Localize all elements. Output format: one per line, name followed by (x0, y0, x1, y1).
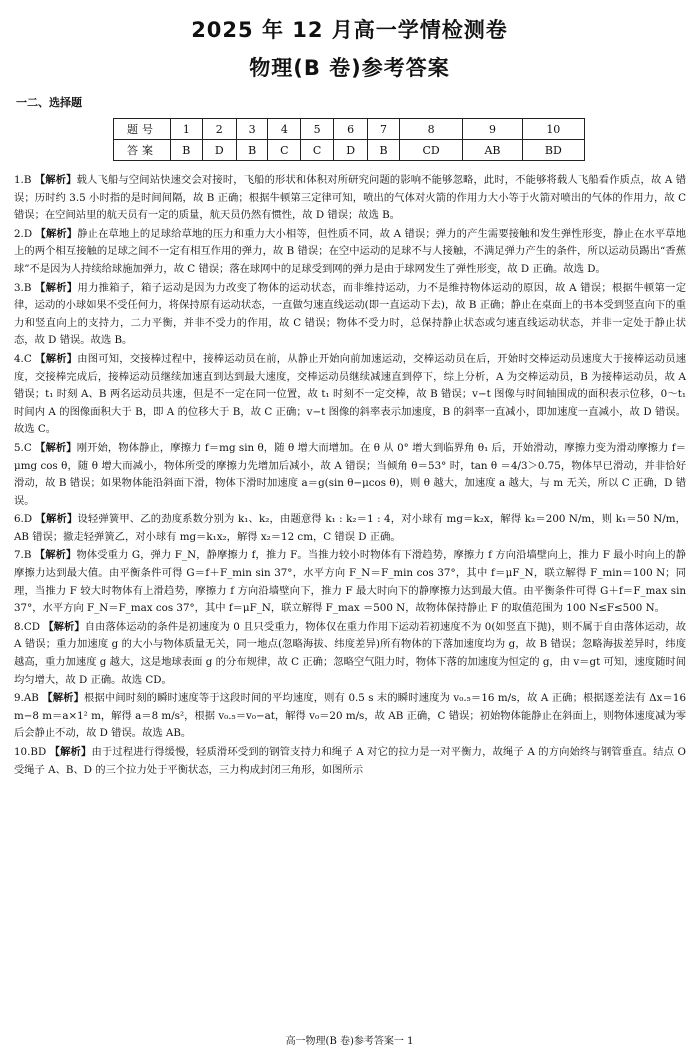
number-row-label: 题号 (114, 119, 171, 140)
analysis-tag: 【解析】 (35, 352, 78, 365)
item-text: 刚开始，物体静止，摩擦力 f＝mg sin θ，随 θ 增大而增加。在 θ 从 0° 增大到临界角 θ₁ 后，开始滑动，摩擦力变为滑动摩擦力 f＝μmg cos θ，随 θ 增大而减小，物体所受的摩擦力先增加后减小，故 A 错误；当倾角 θ＝53° 时，tan θ ＝4/3＞0.75，物体早已滑动，并非恰好滑动，故 B 错误；如果物体能沿斜面下滑，物体下滑时加速度 a＝g(sin θ−μcos θ)，则 θ 越大，加速度 a 越大，与 m 无关，所以 C 正确，D 错误。 (14, 441, 687, 507)
page-title: 2025 年 12 月高一学情检测卷 (191, 18, 508, 42)
analysis-tag: 【解析】 (34, 174, 77, 186)
question-number: 6 (334, 119, 368, 140)
analysis-tag: 【解析】 (35, 281, 78, 294)
question-number: 5 (301, 119, 334, 140)
explanation-list (14, 172, 686, 780)
item-text: 物体受重力 G，弹力 F_N，静摩擦力 f，推力 F。当推力较小时物体有下滑趋势，摩擦力 f 方向沿墙壁向上，推力 F 最小时向上的静摩擦力达到最大值。由平衡条件可得 G＝f＋F_min sin 37°，水平方向 F_N＝F_min cos 37°，其中 f＝μF_N，联立解得 F_min＝100 N；同理，当推力 F 较大时物体有上滑趋势，摩擦力 f 方向沿墙壁向下，推力 F 最大时向下的静摩擦力达到最大值。由平衡条件可得 G＋f＝F_max sin 37°，水平方向 F_N＝F_max cos 37°，其中 f＝μF_N，联立解得 F_max ＝500 N，故物体保持静止 F 的取值范围为 100 N≤F≤500 N。 (14, 549, 687, 615)
answer-cell: B (368, 140, 400, 161)
question-number: 7 (368, 119, 400, 140)
answer-cell: B (236, 140, 268, 161)
item-number: 2.D (14, 227, 33, 240)
question-number: 4 (268, 119, 301, 140)
answer-table-answer-row (114, 140, 585, 161)
page-footer: 高一物理(B 卷)参考答案一 1 (285, 1036, 414, 1047)
analysis-tag: 【解析】 (34, 549, 77, 562)
explanation-item (14, 351, 686, 439)
explanation-item (14, 440, 686, 510)
answer-cell: D (202, 140, 236, 161)
explanation-item (14, 744, 686, 779)
item-text: 载人飞船与空间站快速交会对接时，飞船的形状和体积对所研究问题的影响不能够忽略，此时，不能够将载人飞船看作质点，故 A 错误；历时约 3.5 小时指的是时间间隔，故 B 正确；根据牛顿第三定律可知，喷出的气体对火箭的作用力大小等于火箭对喷出的气体的作用力，故 C 错误；在空间站里的航天员有一定的质量，航天员仍然有惯性，故 D 错误；故选 B。 (14, 174, 686, 222)
item-number: 4.C (14, 352, 32, 365)
question-number: 1 (171, 119, 203, 140)
explanation-item (14, 690, 686, 743)
question-number: 8 (399, 119, 463, 140)
analysis-tag: 【解析】 (42, 692, 85, 705)
explanation-item (14, 547, 686, 617)
question-number: 2 (202, 119, 236, 140)
answer-row-label: 答案 (114, 140, 171, 161)
item-number: 7.B (14, 549, 32, 562)
item-number: 1.B (14, 174, 32, 186)
item-number: 3.B (14, 281, 32, 294)
analysis-tag: 【解析】 (35, 227, 78, 240)
explanation-item (14, 280, 686, 350)
answer-cell: D (334, 140, 368, 161)
answer-cell: CD (399, 140, 463, 161)
item-text: 用力推箱子，箱子运动是因为力改变了物体的运动状态，而非维持运动，力不是维持物体运动的原因，故 A 错误；根据牛顿第一定律，运动的小球如果不受任何力，将保持原有运动状态，一直做匀速直线运动(即一直运动下去)，故 B 正确；静止在桌面上的书本受到竖直向下的重力和竖直向上的支持力，二力平衡，并非不受力的作用，故 C 错误；物体不受力时，总保持静止状态或匀速直线运动状态，并非一定处于静止状态，故 D 错误。故选 B。 (14, 281, 686, 347)
item-number: 8.CD (14, 620, 40, 633)
item-text: 静止在草地上的足球给草地的压力和重力大小相等，但性质不同，故 A 错误；弹力的产生需要接触和发生弹性形变，静止在水平草地上的两个相互接触的足球之间不一定有相互作用的弹力，故 B 错误；在空中运动的足球不与人接触，不满足弹力产生的条件，所以运动员踢出“香蕉球”不是因为人持续给球施加弹力，故 C 错误；落在球网中的足球受到网的弹力是由于球网发生了弹性形变，故 D 正确。故选 D。 (14, 227, 687, 275)
answer-cell: C (301, 140, 334, 161)
answer-cell: AB (463, 140, 522, 161)
analysis-tag: 【解析】 (35, 513, 78, 526)
item-text: 自由落体运动的条件是初速度为 0 且只受重力，物体仅在重力作用下运动若初速度不为 0(如竖直下抛)，则不属于自由落体运动，故 A 错误；重力加速度 g 的大小与物体质量无关，同一地点(忽略海拔、纬度差异)所有物体的下落加速度均为 g，故 B 错误；忽略海拔差异时，纬度越高，重力加速度 g 越大，这是地球表面 g 的分布规律，故 C 正确；忽略空气阻力时，物体下落的加速度为恒定的 g，由 v＝gt 可知，速度随时间均匀增大，故 D 正确。故选 CD。 (14, 620, 686, 686)
question-number: 9 (463, 119, 522, 140)
item-number: 9.AB (14, 692, 39, 705)
answer-cell: C (268, 140, 301, 161)
analysis-tag: 【解析】 (35, 441, 77, 454)
item-text: 由图可知，交接棒过程中，接棒运动员在前，从静止开始向前加速运动，交棒运动员在后，开始时交棒运动员速度大于接棒运动员速度，交接棒完成后，接棒运动员继续加速直到达到最大速度，交棒运动员继续减速直到停下，综上分析，A 为交棒运动员，B 为接棒运动员，故 A 错误；t₁ 时刻 A、B 两名运动员共速，但是不一定在同一位置，故 t₁ 时刻不一定交棒，故 B 错误；v−t 图像与时间轴围成的面积表示位移，0～t₁ 时间内 A 的图像面积大于 B，即 A 的位移大于 B，故 C 正确；v−t 图像的斜率表示加速度，B 的斜率一直减小，即加速度一直减小，故 D 错误。故选 C。 (14, 352, 687, 436)
answer-cell: BD (522, 140, 584, 161)
explanation-item (14, 511, 686, 546)
explanation-item (14, 226, 686, 279)
answer-table-number-row (114, 119, 585, 140)
question-number: 3 (236, 119, 268, 140)
answer-cell: B (171, 140, 203, 161)
explanation-item (14, 172, 686, 225)
section-title: 一二、选择题 (16, 96, 82, 109)
question-number: 10 (522, 119, 584, 140)
analysis-tag: 【解析】 (43, 620, 85, 633)
item-text: 根据中间时刻的瞬时速度等于这段时间的平均速度，则有 0.5 s 末的瞬时速度为 v₀.₅＝16 m/s，故 A 正确；根据逐差法有 Δx＝16 m−8 m＝a×1² m，解得 a＝8 m/s²，根据 v₀.₅＝v₀−at，解得 v₀＝20 m/s，故 AB 正确，C 错误；初始物体能静止在斜面上，则物体速度减为零后会静止不动，故 D 错误。故选 AB。 (14, 692, 686, 740)
item-text: 由于过程进行得缓慢，轻质滑环受到的钢管支持力和绳子 A 对它的拉力是一对平衡力，故绳子 A 的方向始终与钢管垂直。结点 O 受绳子 A、B、D 的三个拉力处于平衡状态，三力构成封闭三角形，如图所示 (14, 746, 686, 776)
item-number: 6.D (14, 513, 33, 526)
item-number: 5.C (14, 441, 32, 454)
item-text: 设轻弹簧甲、乙的劲度系数分别为 k₁、k₂，由题意得 k₁ : k₂＝1 : 4，对小球有 mg＝k₂x，解得 k₂＝200 N/m，则 k₁＝50 N/m，AB 错误；撤走轻弹簧乙，对小球有 mg＝k₁x₂，解得 x₂＝12 cm，C 错误 D 正确。 (14, 513, 686, 543)
item-number: 10.BD (14, 746, 47, 758)
analysis-tag: 【解析】 (49, 746, 92, 758)
explanation-item (14, 619, 686, 689)
page-subtitle: 物理(B 卷)参考答案 (249, 56, 450, 80)
answer-table (113, 118, 585, 161)
